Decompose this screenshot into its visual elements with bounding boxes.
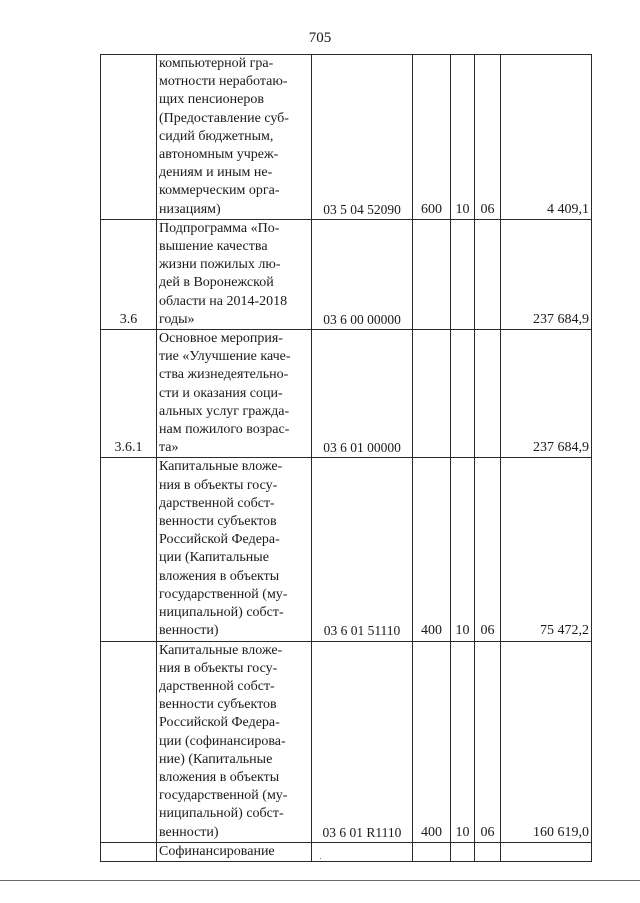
subsection-cell: [475, 219, 501, 329]
row-name-cell: [157, 641, 312, 842]
row-name-line: ния в объекты госу-: [159, 660, 278, 676]
target-article-code-cell: 03 6 01 00000: [312, 330, 413, 458]
page-bottom-rule: [0, 880, 640, 881]
row-name-line: ства жизнедеятельно-: [159, 367, 289, 383]
row-name-line: вложения в объекты: [159, 568, 280, 584]
subsection-cell: 06: [475, 641, 501, 842]
row-name-line: ниципальной) собст-: [159, 605, 284, 621]
target-article-code-cell: [312, 842, 413, 861]
table-row: [101, 458, 592, 641]
row-name-line: дениям и иным не-: [159, 165, 273, 181]
row-name-line: венности): [159, 623, 219, 639]
row-name-line: венности): [159, 824, 219, 840]
amount-cell: 237 684,9: [501, 219, 592, 329]
row-name-line: жизни пожилых лю-: [159, 257, 281, 273]
row-name-line: компьютерной гра-: [159, 56, 274, 71]
row-name-line: Российской Федера-: [159, 715, 280, 731]
amount-cell: [501, 842, 592, 861]
row-number-cell: 3.6: [101, 219, 157, 329]
page-number: 705: [308, 30, 332, 46]
subsection-cell: [475, 842, 501, 861]
row-name-line: коммерческим орга-: [159, 183, 280, 199]
row-name-line: государственной (му-: [159, 586, 288, 602]
row-name-line: сти и оказания соци-: [159, 385, 283, 401]
row-name-line: годы»: [159, 311, 195, 327]
target-article-code-cell: 03 6 00 00000: [312, 219, 413, 329]
row-name-line: Капитальные вложе-: [159, 642, 283, 658]
row-name-line: (Предоставление суб-: [159, 110, 289, 126]
row-name-line: области на 2014-2018: [159, 293, 288, 309]
row-name-line: государственной (му-: [159, 788, 288, 804]
subsection-cell: 06: [475, 458, 501, 641]
row-name-cell: [157, 458, 312, 641]
section-cell: [451, 330, 475, 458]
row-name-line: низациям): [159, 201, 221, 217]
row-number-cell: 3.6.1: [101, 330, 157, 458]
row-number-cell: [101, 458, 157, 641]
table-row: [101, 842, 592, 861]
table-row: [101, 641, 592, 842]
row-name-line: дей в Воронежской: [159, 275, 274, 291]
row-name-line: ниципальной) собст-: [159, 806, 284, 822]
row-name-line: дарственной собст-: [159, 495, 275, 511]
expense-type-cell: [413, 842, 451, 861]
row-name-cell: [157, 330, 312, 458]
row-name-cell: [157, 842, 312, 861]
table-row: [101, 330, 592, 458]
expense-type-cell: [413, 219, 451, 329]
expense-type-cell: 600: [413, 55, 451, 220]
row-name-line: нам пожилого возрас-: [159, 422, 290, 438]
row-name-cell: [157, 55, 312, 220]
row-name-line: сидий бюджетным,: [159, 128, 274, 144]
target-article-code-cell: 03 5 04 52090: [312, 55, 413, 220]
row-name-line: тие «Улучшение каче-: [159, 349, 291, 365]
row-number-cell: [101, 55, 157, 220]
table-row: [101, 219, 592, 329]
row-name-line: Капитальные вложе-: [159, 459, 283, 475]
section-cell: 10: [451, 641, 475, 842]
subsection-cell: [475, 330, 501, 458]
section-cell: [451, 219, 475, 329]
section-cell: 10: [451, 55, 475, 220]
row-name-line: венности субъектов: [159, 697, 277, 713]
expense-type-cell: 400: [413, 458, 451, 641]
row-name-line: Российской Федера-: [159, 532, 280, 548]
row-name-line: ции (софинансирова-: [159, 733, 286, 749]
subsection-cell: 06: [475, 55, 501, 220]
budget-table: [100, 54, 592, 862]
amount-cell: 75 472,2: [501, 458, 592, 641]
target-article-code-cell: 03 6 01 R1110: [312, 641, 413, 842]
row-name-line: Софинансирование: [159, 843, 275, 859]
budget-table-body: [101, 55, 592, 862]
row-name-line: ции (Капитальные: [159, 550, 269, 566]
row-name-cell: [157, 219, 312, 329]
row-name-line: вложения в объекты: [159, 769, 280, 785]
row-name-line: ния в объекты госу-: [159, 477, 278, 493]
row-name-line: щих пенсионеров: [159, 92, 264, 108]
row-name-line: венности субъектов: [159, 514, 277, 530]
row-name-line: Основное мероприя-: [159, 331, 283, 347]
row-name-line: мотности неработаю-: [159, 74, 288, 90]
table-row: [101, 55, 592, 220]
row-name-line: та»: [159, 440, 179, 456]
row-number-cell: [101, 842, 157, 861]
expense-type-cell: [413, 330, 451, 458]
section-cell: [451, 842, 475, 861]
amount-cell: 4 409,1: [501, 55, 592, 220]
expense-type-cell: 400: [413, 641, 451, 842]
target-article-code-cell: 03 6 01 51110: [312, 458, 413, 641]
scan-speck: [320, 858, 321, 859]
row-name-line: дарственной собст-: [159, 678, 275, 694]
row-name-line: ние) (Капитальные: [159, 751, 273, 767]
amount-cell: 160 619,0: [501, 641, 592, 842]
row-number-cell: [101, 641, 157, 842]
section-cell: 10: [451, 458, 475, 641]
row-name-line: вышение качества: [159, 239, 268, 255]
row-name-line: альных услуг гражда-: [159, 403, 290, 419]
amount-cell: 237 684,9: [501, 330, 592, 458]
row-name-line: Подпрограмма «По-: [159, 220, 280, 236]
row-name-line: автономным учреж-: [159, 147, 279, 163]
